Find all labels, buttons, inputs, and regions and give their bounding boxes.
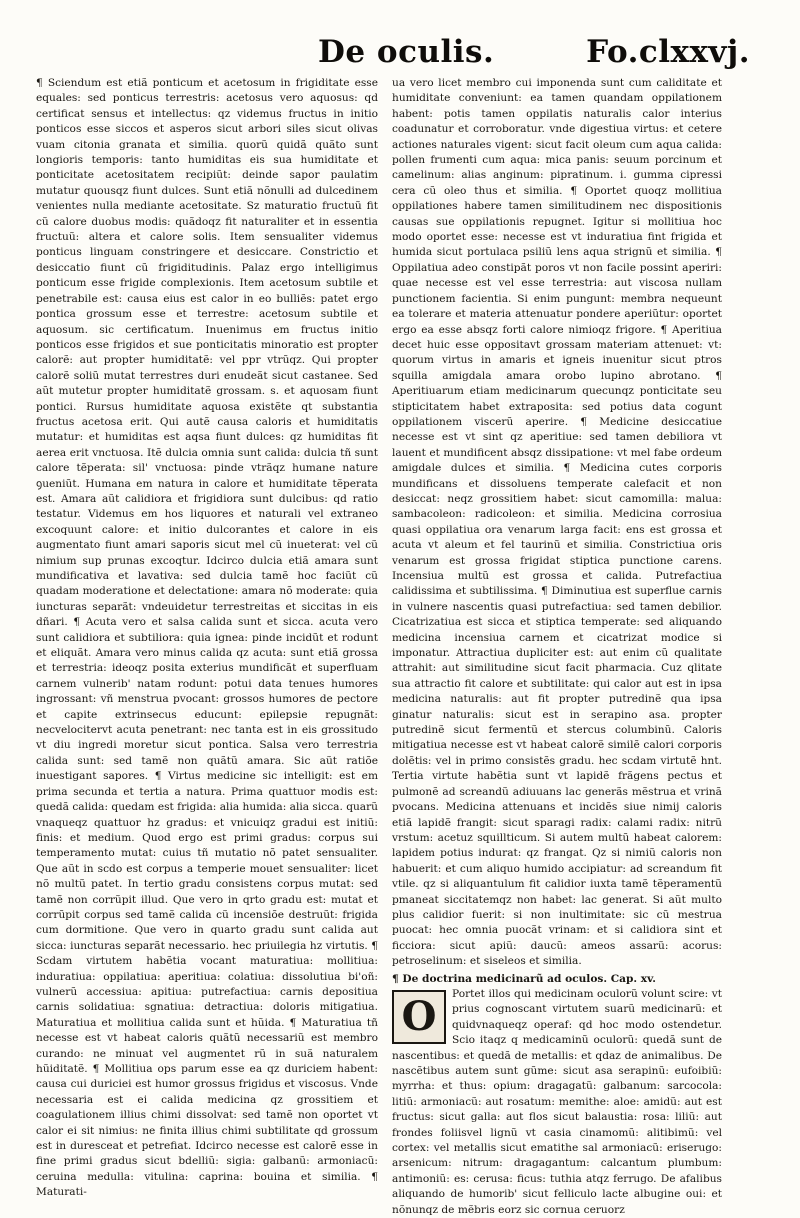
chapter-text-block — [392, 987, 722, 1218]
chapter-heading: ¶ De doctrina medicinarũ ad oculos. Cap. xv. — [392, 972, 656, 985]
folio-number: Fo.clxxvj. — [586, 34, 750, 70]
left-column — [36, 76, 378, 1199]
left-column-text: ¶ Sciendum est etiã ponticum et acetosum in frigiditate esse equales: sed ponticus terrestris: acetosus vero aquosus: qd certificat sensus et intellectus: qz videmus fructus in initio ponticos esse siccos et asperos sicut arbori siles sicut olivas vuam citonia granata et similia. quorũ quidã quãto sunt longioris temporis: tanto humiditas eis sua humiditate et ponticitate acetositatem recipiũt: deinde sapor paulatim mutatur quousqz fiunt dulces. Sunt etiã nõnulli ad dulcedinem venientes nulla mediante acetositate. Sz maturatio fructuũ fit cũ calore duobus modis: quãdoqz fit naturaliter et in essentia fructuũ: altera et calore solis. Item sensualiter videmus ponticus linguam constringere et desiccare. Constrictio et desiccatio fiunt cũ frigiditudinis. Palaz ergo intelligimus ponticum esse frigide complexionis. Item acetosum subtile et penetrabile est: causa eius est calor in eo bulliẽs: patet ergo pontica grossum esse et terrestre: acetosum subtile et aquosum. sic certificatum. Inuenimus em fructus initio ponticos esse frigidos et sue ponticitatis minoratio est propter calorẽ: aut propter humiditatẽ: vel ppr vtrũqz. Qui propter calorẽ soliũ mutat terrestres duri enudeãt sicut castanee. Sed aũt mutetur propter humiditatẽ grossam. s. et aquosam fiunt pontici. Rursus humiditate aquosa existẽte qt substantia fructus acetosa erit. Qui autẽ causa caloris et humiditatis mutatur: et humiditas est aqsa fiunt dulces: qz humiditas fit aerea erit vnctuosa. Itẽ dulcia omnia sunt calida: dulcia tñ sunt calore tẽperata: sil' vnctuosa: pinde vtrãqz humane nature ꝯueniũt. Humana em natura in calore et humiditate tẽperata est. Amara aũt calidiora et frigidiora sunt dulcibus: qd ratio testatur. Videmus em hos liquores et naturali vel extraneo excoquunt calore: et initio dulcorantes et calore in eis augmentato fiunt amari saporis sicut mel cũ inueterat: vel cũ nimium sup prunas excoqtur. Idcirco dulcia etiã amara sunt mundificativa et lavativa: sed dulcia tamẽ hoc faciũt cũ quadam moderatione et delectatione: amara nõ moderate: quia iuncturas separãt: vndeuidetur terrestreitas et siccitas in eis dñari. ¶ Acuta vero et salsa calida sunt et sicca. acuta vero sunt calidiora et subtiliora: quia ignea: pinde incidũt et rodunt et eliquãt. Amara vero minus calida qz acuta: sunt etiã grossa et terrestria: ideoqz posita exterius mundificãt et superfluam carnem vulnerib' natam rodunt: potui data tenues humores ingrossant: vñ menstrua pvocant: grossos humores de pectore et capite extrinsecus educunt: epilepsie repugnãt: necvelocitervt acuta penetrant: nec tanta est in eis grossitudo vt diu ingredi moretur sicut pontica. Salsa vero terrestria calida sunt: sed tamẽ non quãtũ amara. Sic aũt ratiõe inuestigant sapores. ¶ Virtus medicine sic intelligit: est em prima secunda et tertia a natura. Prima quattuor modis est: quedã calida: quedam est frigida: alia humida: alia sicca. quarũ vnaqueqz quattuor hz gradus: et vnicuiqz gradui est initiũ: finis: et medium. Quod ergo est primi gradus: corpus sui temperamento mutat: cuius tñ mutatio nõ patet sensualiter. Que aũt in scdo est corpus a temperie mouet sensualiter: licet nõ multũ patet. In tertio gradu consistens corpus mutat: sed tamẽ non corrũpit illud. Que vero in qrto gradu est: mutat et corrũpit corpus sed tamẽ calida cũ incensiõe destruũt: frigida cum dormitione. Que vero in quarto gradu sunt calida aut sicca: iuncturas separãt necessario. hec priuilegia hz virtutis. ¶ Scdam virtutem habẽtia vocant maturatiua: mollitiua: induratiua: oppilatiua: aperitiua: colatiua: dissolutiua bi'oñ: vulnerũ accessiua: apitiua: putrefactiua: carnis depositiua carnis solidatiua: sgnatiua: detractiua: doloris mitigatiua. Maturatiua et mollitiua calida sunt et hũida. ¶ Maturatiua tñ necesse est vt habeat caloris quãtũ necessariũ est membro curando: ne minuat vel augmentet rũ in suã naturalem hũiditatẽ. ¶ Mollitiua ops parum esse ea qz duriciem habent: causa cui duriciei est humor grossus frigidus et viscosus. Vnde necessaria est ei calida medicina qz grossitiem et coagulationem illius chimi dissolvat: sed tamẽ non oportet vt calor ei sit nimius: ne finita illius chimi subtilitate qd grossum est in duresceat et petrefiat. Idcirco necesse est calorẽ esse in fine primi gradus sicut bdelliũ: sigia: galbanũ: armoniacũ: ceruina medulla: vitulina: caprina: bouina et similia. ¶ Maturati- — [36, 77, 378, 1199]
running-title: De oculis. — [318, 34, 495, 70]
decorated-initial — [392, 990, 446, 1044]
right-column — [392, 76, 722, 1216]
initial-letter: O — [401, 992, 437, 1040]
chapter-text: Portet illos qui medicinam oculorũ volunt scire: vt prius cognoscant virtutem suarũ medicinarũ: et quidvnaqueqz operaf: qd hoc modo ostendetur. Scio itaqz q medicaminũ oculorũ: quedã sunt de nascentibus: et quedã de metallis: et qdaz de animalibus. De nascẽtibus autem sunt gũme: sicut asa serapinũ: eufoibiũ: myrrha: et thus: opium: dragagatũ: galbanum: sarcocola: litiũ: armoniacũ: aut rosatum: memithe: aloe: amidũ: aut est fructus: sicut galla: aut flos sicut balaustia: rosa: liliũ: aut frondes foliisvel lignũ vt casia cinamomũ: alitibimũ: vel cortex: vel metallis sicut ematithe sal armoniacũ: eriserugo: arsenicum: nitrum: dragagantum: calcantum plumbum: antimoniũ: es: cerusa: ficus: tuthia atqz ferrugo. De afalibus aliquando de humorib' sicut felliculo lacte albugine oui: et nõnunqz de mẽbris eorz sic cornua ceruorz — [392, 987, 722, 1216]
right-column-text: ua vero licet membro cui imponenda sunt cum caliditate et humiditate conveniunt: ea tamen quandam oppilationem habent: potis tamen oppilatis naturalis calor interius coadunatur et corroboratur. vnde digestiua virtus: et cetere actiones naturales vigent: sicut facit oleum cum aqua calida: pollen frumenti cum aqua: mica panis: seuum porcinum et camelinum: alias anginum: pipratinum. i. gumma cipressi cera cũ oleo thus et similia. ¶ Oportet quoqz mollitiua oppilationes habere tamen similitudinem nec dispositionis causas sue oppilationis repugnet. Igitur si mollitiua hoc modo oportet esse: necesse est vt induratiua fint frigida et humida sicut portulaca psiliũ lens aqua strignũ et similia. ¶ Oppilatiua adeo constipãt poros vt non facile possint aperiri: quae necesse est vel esse terrestria: aut viscosa nullam punctionem facientia. Si enim pungunt: membra nequeunt ea tolerare et materia attenuatur pondere aperiũtur: oportet ergo ea esse absqz forti calore nimioqz frigore. ¶ Aperitiua decet huic esse oppositavt grossam materiam attenuet: vt: quorum virtus in amaris et igneis inuenitur sicut ptros squilla amigdala amara orobo lupino abrotano. ¶ Aperitiuarum etiam medicinarum quecunqz ponticitate seu stipticitatem habet extraposita: sed potius data cogunt oppilationem viscerũ aperire. ¶ Medicine desiccatiue necesse est vt sint qz aperitiue: sed tamen debiliora vt lauent et mundificent absqz dissipatione: vt mel fabe ordeum amigdale dulces et similia. ¶ Medicina cutes corporis mundificans et dissoluens temperate calefacit et non desiccat: neqz grossitiem habet: sicut camomilla: malua: sambacoleon: radicoleon: et similia. Medicina corrosiua quasi oppilatiua ora venarum larga facit: ens est grossa et acuta vt aleum et fel taurinũ et similia. Constrictiua oris venarum est grossa frigidat stiptica punctione carens. Incensiua multũ est grossa et calida. Putrefactiua calidissima et subtilissima. ¶ Diminutiua est superflue carnis in vulnere nascentis quasi putrefactiua: sed tamen debilior. Cicatrizatiua est sicca et stiptica temperate: sed aliquando medicina incensiua carnem et cicatrizat modice si imponatur. Attractiua dupliciter est: aut enim cũ qualitate attrahit: aut similitudine sicut facit pharmacia. Cuz qlitate sua attractio fit calore et subtilitate: qui calor aut est in ipsa medicina naturalis: aut fit propter putredinẽ qua ipsa ginatur naturalis: sicut est in serapino asa. propter putredinẽ sicut fermentũ et stercus columbinũ. Caloris mitigatiua necesse est vt habeat calorẽ similẽ calori corporis dolẽtis: vel in primo consistẽs gradu. hec scdam virtutẽ hnt. Tertia virtute habẽtia sunt vt lapidẽ frãgens pectus et pulmonẽ ad screandũ adiuuans lac generãs mẽstrua et vrinã pvocans. Medicina attenuans et incidẽs siue nimij caloris etiã lapidẽ frangit: sicut sparagi radix: calami radix: nitrũ vrstum: acetuz squillticum. Si autem multũ habeat calorem: lapidem potius indurat: qz frangat. Qz si nimiũ caloris non habuerit: et cum aliquo humido accipiatur: ad screandum fit vtile. qz si aliquantulum fit calidior iuxta tamẽ tẽperamentũ pmaneat siccitatemqz non habet: lac generat. Si aũt multo plus calidior fuerit: si non inultimitate: sic cũ mestrua puocat: hec omnia puocãt vrinam: et si calidiora sint et ficciora: sicut apiũ: daucũ: ameos assarũ: acorus: petroselinum: et siseleos et similia. — [392, 77, 722, 968]
page-header — [300, 34, 760, 80]
